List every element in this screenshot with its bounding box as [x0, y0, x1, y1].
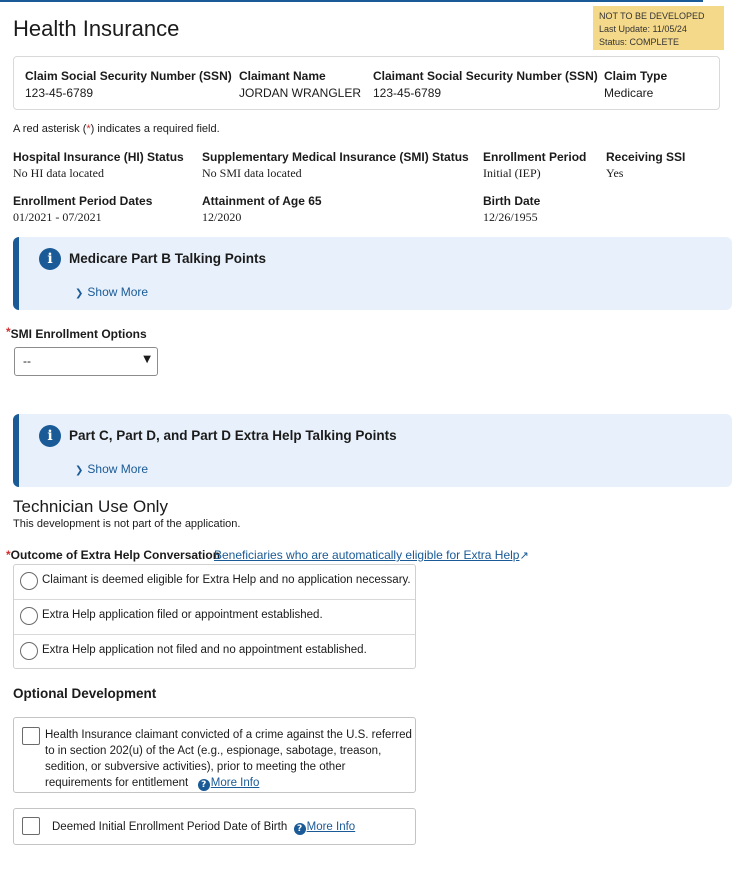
age-65-value: 12/2020 [202, 210, 242, 224]
required-field-note [13, 123, 220, 135]
technician-section-subtitle: This development is not part of the application. [13, 518, 241, 530]
deemed-iep-label: Deemed Initial Enrollment Period Date of Birth [52, 821, 288, 833]
smi-status [202, 150, 469, 181]
more-info-link[interactable] [294, 821, 356, 833]
extra-help-link-text: Beneficiaries who are automatically eligible for Extra Help [214, 548, 520, 562]
more-info-link[interactable] [198, 777, 260, 789]
claimant-name-label: Claimant Name [239, 69, 326, 83]
required-asterisk: * [6, 325, 11, 339]
help-icon: ? [294, 823, 306, 835]
receiving-ssi-label: Receiving SSI [606, 150, 686, 164]
receiving-ssi-value: Yes [606, 166, 624, 180]
crime-conviction-checkbox[interactable] [22, 727, 40, 745]
req-note-before: A red asterisk ( [13, 123, 87, 135]
age-65-label: Attainment of Age 65 [202, 194, 322, 208]
crime-text-line-end: requirements for entitlement [45, 777, 189, 789]
enrollment-dates-label: Enrollment Period Dates [13, 194, 153, 208]
birth-date-label: Birth Date [483, 194, 541, 208]
claimant-ssn-label: Claimant Social Security Number (SSN) [373, 69, 598, 83]
select-value: -- [23, 354, 31, 368]
radio-option[interactable] [14, 600, 415, 635]
hi-status-label: Hospital Insurance (HI) Status [13, 150, 184, 164]
age-65 [202, 194, 322, 225]
external-link-icon: ↗ [519, 549, 529, 562]
enrollment-period-label: Enrollment Period [483, 150, 587, 164]
chevron-down-icon: ▼ [143, 354, 151, 365]
required-asterisk: * [6, 548, 11, 562]
chevron-down-icon: ❯ [75, 288, 84, 299]
radio-option-label: Extra Help application filed or appointment established. [42, 609, 323, 621]
deemed-iep-text [52, 819, 412, 835]
required-asterisk: * [86, 123, 91, 135]
extra-help-eligibility-link[interactable] [214, 548, 529, 562]
claim-ssn [25, 69, 232, 100]
hi-status-value: No HI data located [13, 166, 104, 180]
part-b-show-more-button[interactable] [75, 285, 148, 299]
info-icon: i [39, 425, 61, 447]
smi-enrollment-label-text: SMI Enrollment Options [10, 327, 147, 341]
enrollment-dates-value: 01/2021 - 07/2021 [13, 210, 102, 224]
smi-status-label: Supplementary Medical Insurance (SMI) Status [202, 150, 469, 164]
claim-type-label: Claim Type [604, 69, 668, 83]
claim-type-value: Medicare [604, 86, 654, 100]
smi-status-value: No SMI data located [202, 166, 302, 180]
part-cd-show-more-button[interactable] [75, 462, 148, 476]
radio-button[interactable] [20, 607, 38, 625]
smi-enrollment-label [6, 327, 147, 341]
receiving-ssi [606, 150, 685, 181]
birth-date-value: 12/26/1955 [483, 210, 538, 224]
top-accent-line [0, 0, 703, 2]
claim-ssn-label: Claim Social Security Number (SSN) [25, 69, 232, 83]
show-more-label: Show More [87, 285, 149, 299]
last-update: Last Update: 11/05/24 [599, 24, 687, 34]
part-b-callout-title: Medicare Part B Talking Points [69, 251, 267, 266]
claimant-ssn [373, 69, 598, 100]
radio-option-label: Extra Help application not filed and no appointment established. [42, 644, 367, 656]
claim-ssn-value: 123-45-6789 [25, 86, 94, 100]
part-b-callout [13, 237, 732, 310]
outcome-radio-group [13, 564, 416, 669]
outcome-label-text: Outcome of Extra Help Conversation [10, 548, 221, 562]
crime-text-line [45, 775, 415, 791]
enrollment-period-value: Initial (IEP) [483, 166, 541, 180]
page-title: Health Insurance [13, 16, 180, 41]
info-icon: i [39, 248, 61, 270]
enrollment-period [483, 150, 586, 181]
radio-option[interactable] [14, 565, 415, 600]
show-more-label: Show More [87, 462, 149, 476]
crime-text-line: sedition, or subversive activities), prior to meeting the other [45, 761, 346, 773]
part-cd-callout [13, 414, 732, 487]
claim-summary-card [13, 56, 720, 110]
deemed-iep-checkbox[interactable] [22, 817, 40, 835]
birth-date [483, 194, 540, 225]
part-cd-callout-title: Part C, Part D, and Part D Extra Help Talking Points [69, 428, 397, 443]
status-line: NOT TO BE DEVELOPED [599, 11, 705, 21]
claimant-name-value: JORDAN WRANGLER [239, 86, 362, 100]
claimant-name [239, 69, 361, 100]
radio-option[interactable] [14, 635, 415, 670]
deemed-iep-option [13, 808, 416, 845]
status-value: Status: COMPLETE [599, 37, 680, 47]
chevron-down-icon: ❯ [75, 465, 84, 476]
crime-conviction-text [45, 727, 415, 791]
hi-status [13, 150, 184, 181]
req-note-after: ) indicates a required field. [90, 123, 220, 135]
crime-conviction-option [13, 717, 416, 793]
technician-section-title: Technician Use Only [13, 497, 168, 516]
more-info-text: More Info [306, 821, 356, 833]
optional-development-title: Optional Development [13, 686, 157, 701]
more-info-text: More Info [210, 777, 260, 789]
smi-enrollment-select[interactable] [14, 347, 158, 376]
claim-type [604, 69, 667, 100]
claimant-ssn-value: 123-45-6789 [373, 86, 442, 100]
radio-button[interactable] [20, 572, 38, 590]
enrollment-dates [13, 194, 152, 225]
crime-text-line: to in section 202(u) of the Act (e.g., espionage, sabotage, treason, [45, 745, 382, 757]
status-box [593, 6, 724, 50]
help-icon: ? [198, 779, 210, 791]
crime-text-line: Health Insurance claimant convicted of a crime against the U.S. referred [45, 729, 412, 741]
radio-button[interactable] [20, 642, 38, 660]
outcome-label [6, 548, 220, 562]
radio-option-label: Claimant is deemed eligible for Extra Help and no application necessary. [42, 574, 411, 586]
